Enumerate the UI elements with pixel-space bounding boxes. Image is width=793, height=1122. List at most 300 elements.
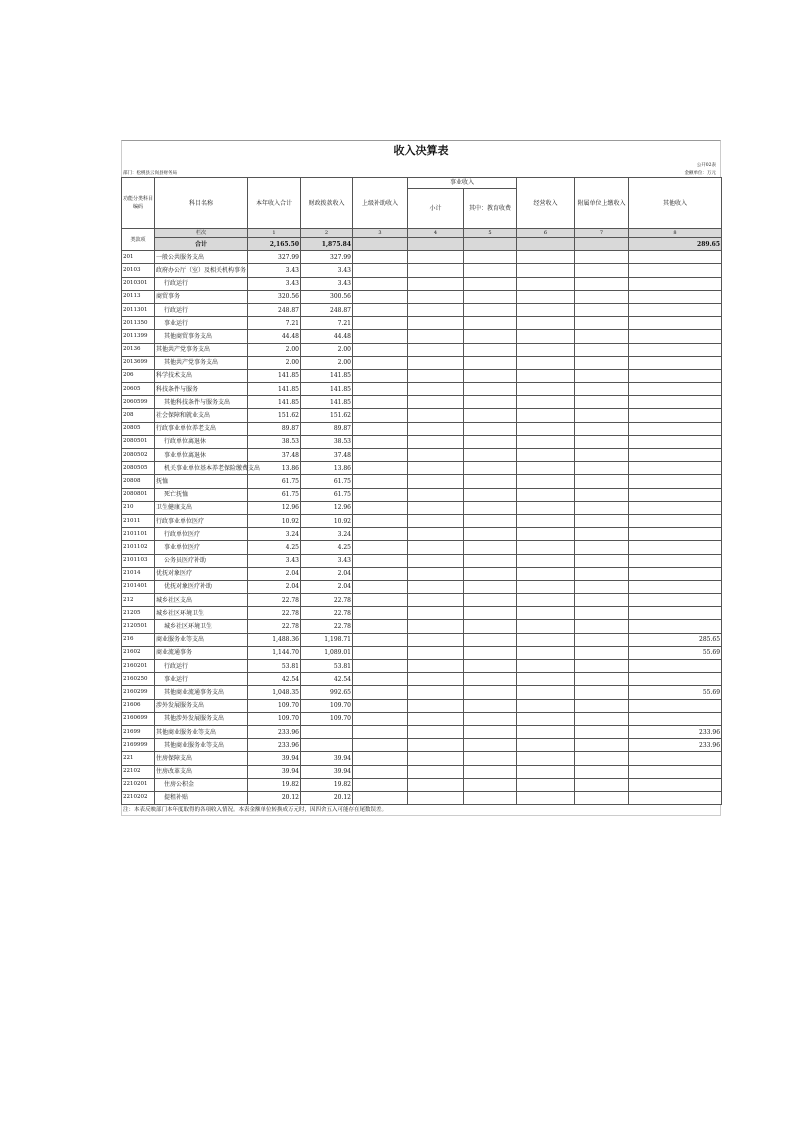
item-name-cell: 社会保障和就业支出 (155, 409, 248, 422)
affiliate-cell (575, 290, 629, 303)
upper-subsidy-cell (353, 620, 408, 633)
business-subtotal-cell (408, 567, 464, 580)
col-num-2: 2 (301, 229, 353, 238)
business-subtotal-cell (408, 791, 464, 804)
operating-cell (517, 396, 575, 409)
table-row (122, 646, 722, 659)
operating-cell (517, 594, 575, 607)
table-row (122, 501, 722, 514)
other-income-cell (629, 791, 722, 804)
operating-cell (517, 554, 575, 567)
table-row (122, 435, 722, 448)
income-statement-sheet (121, 140, 721, 816)
fiscal-cell: 2.00 (301, 343, 353, 356)
item-name-cell: 住房保障支出 (155, 752, 248, 765)
upper-subsidy-cell (353, 369, 408, 382)
operating-cell (517, 383, 575, 396)
code-cell: 2210201 (122, 778, 155, 791)
operating-cell (517, 317, 575, 330)
edu-fee-header: 其中：教育收费 (464, 189, 517, 229)
upper-subsidy-cell (353, 422, 408, 435)
lei-label: 类 (130, 236, 136, 243)
business-subtotal-cell (408, 686, 464, 699)
edu-fee-cell (464, 646, 517, 659)
operating-cell (517, 290, 575, 303)
code-cell: 2160201 (122, 660, 155, 673)
total-income-cell: 2.00 (248, 356, 301, 369)
operating-cell (517, 791, 575, 804)
affiliate-cell (575, 396, 629, 409)
upper-subsidy-cell (353, 541, 408, 554)
total-income-cell: 3.24 (248, 528, 301, 541)
item-name-cell: 城乡社区支出 (155, 594, 248, 607)
total-income-cell: 2.04 (248, 580, 301, 593)
table-row (122, 580, 722, 593)
other-income-cell: 55.69 (629, 686, 722, 699)
edu-fee-cell (464, 277, 517, 290)
operating-cell (517, 475, 575, 488)
fiscal-cell: 39.94 (301, 765, 353, 778)
edu-fee-cell (464, 475, 517, 488)
other-income-cell (629, 435, 722, 448)
code-cell: 2010301 (122, 277, 155, 290)
table-row (122, 594, 722, 607)
edu-fee-cell (464, 660, 517, 673)
item-name-cell: 事业运行 (155, 673, 248, 686)
total-income-cell: 141.85 (248, 369, 301, 382)
total-income-cell: 7.21 (248, 317, 301, 330)
fiscal-cell: 61.75 (301, 488, 353, 501)
business-subtotal-cell (408, 607, 464, 620)
upper-subsidy-cell (353, 501, 408, 514)
other-income-cell (629, 409, 722, 422)
operating-cell (517, 712, 575, 725)
fiscal-cell: 37.48 (301, 449, 353, 462)
table-row (122, 765, 722, 778)
operating-cell (517, 514, 575, 527)
other-income-cell (629, 369, 722, 382)
affiliate-cell (575, 646, 629, 659)
business-subtotal-cell (408, 633, 464, 646)
upper-subsidy-cell (353, 712, 408, 725)
other-income-cell (629, 673, 722, 686)
other-income-cell (629, 290, 722, 303)
edu-fee-cell (464, 290, 517, 303)
footnote: 注：本表反映部门本年度取得的各项收入情况。本表金额单位转换成万元时，因四舍五入可能存在尾数误差。 (121, 805, 721, 816)
other-income-cell (629, 752, 722, 765)
edu-fee-cell (464, 501, 517, 514)
business-subtotal-cell (408, 330, 464, 343)
item-name-cell: 其他涉外发展服务支出 (155, 712, 248, 725)
total-income-cell: 141.85 (248, 396, 301, 409)
other-income-cell (629, 264, 722, 277)
item-name-cell: 优抚对象医疗 (155, 567, 248, 580)
col-num-8: 8 (629, 229, 722, 238)
item-name-cell: 涉外发展服务支出 (155, 699, 248, 712)
other-income-cell (629, 449, 722, 462)
fiscal-cell: 2.04 (301, 567, 353, 580)
business-subtotal-cell (408, 660, 464, 673)
code-cell: 2080801 (122, 488, 155, 501)
upper-subsidy-cell (353, 475, 408, 488)
fiscal-cell: 141.85 (301, 369, 353, 382)
total-c5 (464, 238, 517, 251)
code-cell: 20805 (122, 422, 155, 435)
total-income-cell: 233.96 (248, 725, 301, 738)
edu-fee-cell (464, 607, 517, 620)
other-income-cell (629, 620, 722, 633)
business-subtotal-cell (408, 435, 464, 448)
code-cell: 21606 (122, 699, 155, 712)
code-cell: 20113 (122, 290, 155, 303)
item-name-cell: 公务员医疗补助 (155, 554, 248, 567)
item-name-cell: 商业流通事务 (155, 646, 248, 659)
affiliate-cell (575, 488, 629, 501)
total-c1: 2,165.50 (248, 238, 301, 251)
fiscal-cell: 10.92 (301, 514, 353, 527)
fiscal-cell: 19.82 (301, 778, 353, 791)
edu-fee-cell (464, 369, 517, 382)
income-table (121, 177, 722, 805)
total-income-cell: 39.94 (248, 752, 301, 765)
business-subtotal-cell (408, 646, 464, 659)
upper-subsidy-cell (353, 752, 408, 765)
dept-name: 部门：松桃县云岗县财务局 (123, 171, 177, 176)
upper-subsidy-cell (353, 514, 408, 527)
total-income-header: 本年收入合计 (248, 178, 301, 229)
total-income-cell: 4.25 (248, 541, 301, 554)
business-subtotal-cell (408, 712, 464, 725)
business-subtotal-cell (408, 356, 464, 369)
code-cell: 221 (122, 752, 155, 765)
code-cell: 210 (122, 501, 155, 514)
fiscal-cell: 42.54 (301, 673, 353, 686)
other-income-cell: 233.96 (629, 739, 722, 752)
upper-subsidy-cell (353, 594, 408, 607)
affiliate-cell (575, 303, 629, 316)
fiscal-cell: 4.25 (301, 541, 353, 554)
affiliate-header: 附属单位上缴收入 (575, 178, 629, 229)
total-income-cell: 151.62 (248, 409, 301, 422)
table-body (122, 251, 722, 805)
col-num-7: 7 (575, 229, 629, 238)
upper-subsidy-cell (353, 264, 408, 277)
operating-cell (517, 765, 575, 778)
fiscal-cell: 141.85 (301, 383, 353, 396)
affiliate-cell (575, 449, 629, 462)
affiliate-cell (575, 264, 629, 277)
code-cell: 2120501 (122, 620, 155, 633)
business-subtotal-cell (408, 383, 464, 396)
affiliate-cell (575, 739, 629, 752)
other-income-cell (629, 475, 722, 488)
operating-cell (517, 449, 575, 462)
item-name-cell: 行政运行 (155, 660, 248, 673)
edu-fee-cell (464, 356, 517, 369)
affiliate-cell (575, 356, 629, 369)
business-subtotal-cell (408, 514, 464, 527)
affiliate-cell (575, 725, 629, 738)
edu-fee-cell (464, 554, 517, 567)
operating-cell (517, 303, 575, 316)
affiliate-cell (575, 501, 629, 514)
operating-cell (517, 567, 575, 580)
fiscal-cell: 39.94 (301, 752, 353, 765)
table-row (122, 528, 722, 541)
code-cell: 2101103 (122, 554, 155, 567)
edu-fee-cell (464, 686, 517, 699)
edu-fee-cell (464, 567, 517, 580)
other-income-header: 其他收入 (629, 178, 722, 229)
total-income-cell: 13.86 (248, 462, 301, 475)
affiliate-cell (575, 778, 629, 791)
operating-cell (517, 277, 575, 290)
upper-subsidy-cell (353, 528, 408, 541)
upper-subsidy-cell (353, 317, 408, 330)
fiscal-cell: 3.43 (301, 277, 353, 290)
total-label: 合计 (155, 238, 248, 251)
affiliate-cell (575, 752, 629, 765)
other-income-cell (629, 554, 722, 567)
total-income-cell: 12.96 (248, 501, 301, 514)
operating-cell (517, 607, 575, 620)
edu-fee-cell (464, 303, 517, 316)
other-income-cell (629, 356, 722, 369)
operating-cell (517, 620, 575, 633)
total-income-cell: 20.12 (248, 791, 301, 804)
code-cell: 20605 (122, 383, 155, 396)
code-cell: 2011399 (122, 330, 155, 343)
table-row (122, 686, 722, 699)
affiliate-cell (575, 514, 629, 527)
table-row (122, 369, 722, 382)
other-income-cell (629, 594, 722, 607)
item-name-cell: 其他共产党事务支出 (155, 343, 248, 356)
item-name-cell: 其他商贸事务支出 (155, 330, 248, 343)
upper-subsidy-cell (353, 765, 408, 778)
operating-cell (517, 356, 575, 369)
code-cell: 2169999 (122, 739, 155, 752)
upper-subsidy-cell (353, 356, 408, 369)
total-income-cell: 1,488.36 (248, 633, 301, 646)
edu-fee-cell (464, 383, 517, 396)
business-subtotal-cell (408, 765, 464, 778)
code-cell: 2101102 (122, 541, 155, 554)
col-num-4: 4 (408, 229, 464, 238)
item-name-cell: 住房公积金 (155, 778, 248, 791)
fiscal-cell: 109.70 (301, 699, 353, 712)
item-name-cell: 商贸事务 (155, 290, 248, 303)
col-num-6: 6 (517, 229, 575, 238)
total-income-cell: 3.43 (248, 554, 301, 567)
fiscal-cell: 53.81 (301, 660, 353, 673)
affiliate-cell (575, 462, 629, 475)
table-row (122, 396, 722, 409)
fiscal-cell: 13.86 (301, 462, 353, 475)
fiscal-cell: 89.87 (301, 422, 353, 435)
other-income-cell: 285.65 (629, 633, 722, 646)
business-subtotal-cell (408, 303, 464, 316)
affiliate-cell (575, 765, 629, 778)
other-income-cell (629, 488, 722, 501)
fiscal-cell: 1,198.71 (301, 633, 353, 646)
affiliate-cell (575, 475, 629, 488)
upper-subsidy-cell (353, 739, 408, 752)
upper-subsidy-cell (353, 725, 408, 738)
affiliate-cell (575, 541, 629, 554)
upper-subsidy-cell (353, 660, 408, 673)
fiscal-cell: 12.96 (301, 501, 353, 514)
total-income-cell: 320.56 (248, 290, 301, 303)
total-income-cell: 22.78 (248, 594, 301, 607)
other-income-cell (629, 607, 722, 620)
operating-cell (517, 541, 575, 554)
other-income-cell (629, 383, 722, 396)
table-row (122, 752, 722, 765)
table-row (122, 462, 722, 475)
code-cell: 22102 (122, 765, 155, 778)
edu-fee-cell (464, 514, 517, 527)
report-title: 收入决算表 (121, 140, 721, 161)
fiscal-cell: 3.43 (301, 554, 353, 567)
table-row (122, 567, 722, 580)
upper-subsidy-cell (353, 488, 408, 501)
operating-cell (517, 673, 575, 686)
other-income-cell (629, 343, 722, 356)
edu-fee-cell (464, 699, 517, 712)
item-name-cell: 事业单位医疗 (155, 541, 248, 554)
upper-subsidy-cell (353, 396, 408, 409)
code-cell: 2011301 (122, 303, 155, 316)
table-row (122, 554, 722, 567)
affiliate-cell (575, 409, 629, 422)
other-income-cell (629, 501, 722, 514)
item-name-cell: 科学技术支出 (155, 369, 248, 382)
table-row (122, 449, 722, 462)
table-row (122, 290, 722, 303)
upper-subsidy-cell (353, 383, 408, 396)
fiscal-cell: 2.00 (301, 356, 353, 369)
item-name-cell: 行政事业单位医疗 (155, 514, 248, 527)
fiscal-cell: 3.43 (301, 264, 353, 277)
other-income-cell (629, 462, 722, 475)
fiscal-cell: 151.62 (301, 409, 353, 422)
item-name-cell: 政府办公厅（室）及相关机构事务 (155, 264, 248, 277)
lanci-label: 栏次 (155, 229, 248, 238)
edu-fee-cell (464, 752, 517, 765)
code-cell: 216 (122, 633, 155, 646)
upper-subsidy-cell (353, 699, 408, 712)
code-cell: 2011350 (122, 317, 155, 330)
item-name-cell: 科技条件与服务 (155, 383, 248, 396)
operating-cell (517, 409, 575, 422)
item-name-cell: 城乡社区环境卫生 (155, 607, 248, 620)
total-income-cell: 44.48 (248, 330, 301, 343)
item-name-cell: 卫生健康支出 (155, 501, 248, 514)
table-row (122, 330, 722, 343)
upper-subsidy-cell (353, 277, 408, 290)
total-income-cell: 53.81 (248, 660, 301, 673)
code-cell: 2080501 (122, 435, 155, 448)
item-name-cell: 行政事业单位养老支出 (155, 422, 248, 435)
operating-cell (517, 330, 575, 343)
edu-fee-cell (464, 791, 517, 804)
table-row (122, 620, 722, 633)
other-income-cell (629, 251, 722, 264)
affiliate-cell (575, 317, 629, 330)
operating-cell (517, 646, 575, 659)
business-subtotal-cell (408, 541, 464, 554)
total-c3 (353, 238, 408, 251)
upper-subsidy-cell (353, 409, 408, 422)
operating-cell (517, 739, 575, 752)
total-income-cell: 39.94 (248, 765, 301, 778)
fiscal-cell (301, 725, 353, 738)
business-subtotal-cell (408, 396, 464, 409)
table-row (122, 251, 722, 264)
other-income-cell (629, 422, 722, 435)
other-income-cell (629, 567, 722, 580)
business-subtotal-cell (408, 343, 464, 356)
fiscal-cell: 109.70 (301, 712, 353, 725)
total-c2: 1,875.84 (301, 238, 353, 251)
edu-fee-cell (464, 528, 517, 541)
affiliate-cell (575, 699, 629, 712)
fiscal-cell: 992.65 (301, 686, 353, 699)
total-c8: 289.65 (629, 238, 722, 251)
item-name-cell: 抚恤 (155, 475, 248, 488)
operating-header: 经营收入 (517, 178, 575, 229)
affiliate-cell (575, 251, 629, 264)
total-income-cell: 37.48 (248, 449, 301, 462)
edu-fee-cell (464, 739, 517, 752)
total-income-cell: 22.78 (248, 620, 301, 633)
other-income-cell (629, 317, 722, 330)
code-cell: 2101101 (122, 528, 155, 541)
fiscal-cell: 327.99 (301, 251, 353, 264)
other-income-cell (629, 514, 722, 527)
other-income-cell (629, 396, 722, 409)
business-subtotal-cell (408, 580, 464, 593)
operating-cell (517, 778, 575, 791)
code-cell: 21011 (122, 514, 155, 527)
item-name-cell: 其他商业服务业等支出 (155, 739, 248, 752)
total-income-cell: 42.54 (248, 673, 301, 686)
affiliate-cell (575, 435, 629, 448)
affiliate-cell (575, 422, 629, 435)
other-income-cell (629, 541, 722, 554)
business-subtotal-cell (408, 528, 464, 541)
total-income-cell: 61.75 (248, 488, 301, 501)
other-income-cell (629, 580, 722, 593)
total-c7 (575, 238, 629, 251)
edu-fee-cell (464, 633, 517, 646)
table-row (122, 778, 722, 791)
upper-subsidy-header: 上级补助收入 (353, 178, 408, 229)
total-income-cell: 327.99 (248, 251, 301, 264)
table-row (122, 264, 722, 277)
business-subtotal-cell (408, 462, 464, 475)
upper-subsidy-cell (353, 673, 408, 686)
operating-cell (517, 725, 575, 738)
edu-fee-cell (464, 409, 517, 422)
item-name-cell: 其他共产党事务支出 (155, 356, 248, 369)
fiscal-cell: 22.78 (301, 620, 353, 633)
item-name-cell: 机关事业单位基本养老保险缴费支出 (155, 462, 248, 475)
upper-subsidy-cell (353, 686, 408, 699)
total-income-cell: 3.43 (248, 277, 301, 290)
edu-fee-cell (464, 765, 517, 778)
